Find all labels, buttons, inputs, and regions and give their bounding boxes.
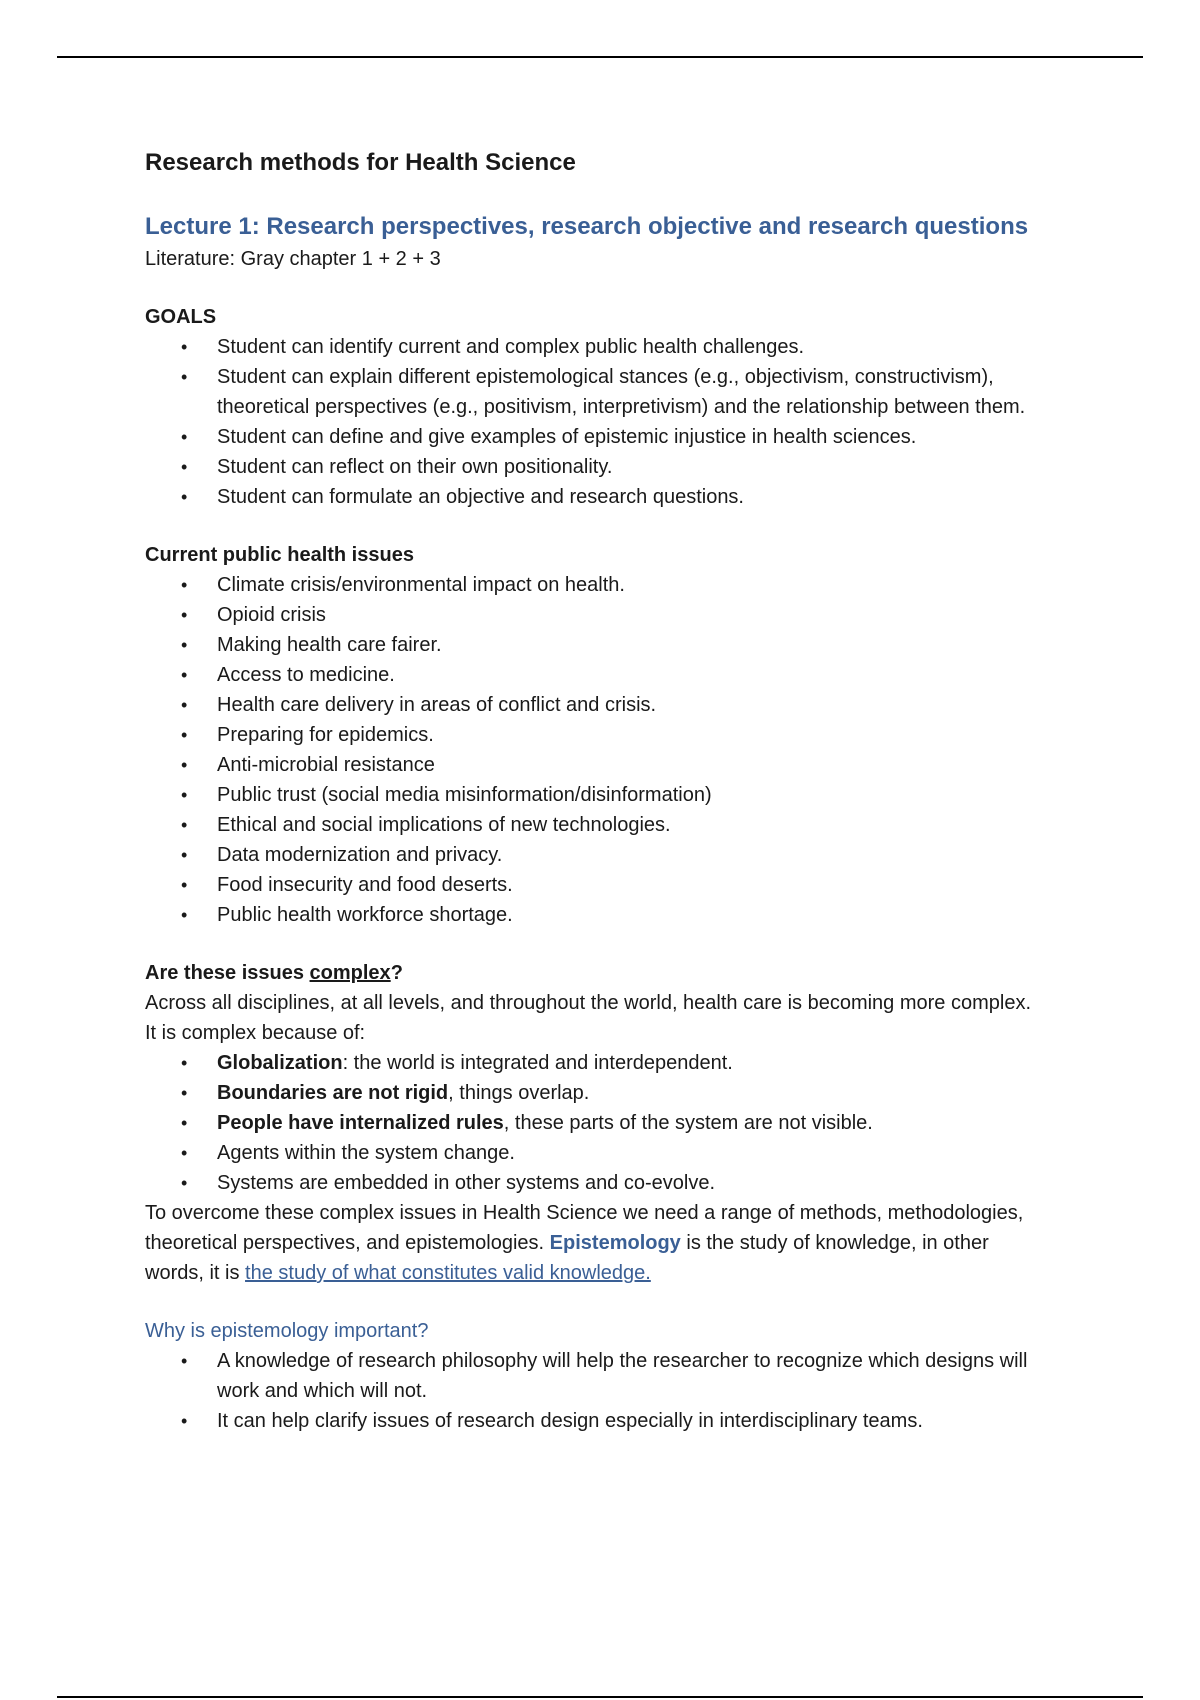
list-item: • Student can identify current and complex public health challenges. — [217, 332, 1045, 362]
importance-list — [145, 1346, 1045, 1436]
list-item: • It can help clarify issues of research design especially in interdisciplinary teams. — [217, 1406, 1045, 1436]
bullet-icon: • — [181, 695, 188, 715]
complex-closing: To overcome these complex issues in Health Science we need a range of methods, methodologies, theoretical perspectives, and epistemologies. Epistemology is the study of knowledge, in other words, it is the study of what constitutes valid knowledge. — [145, 1202, 1024, 1284]
bullet-icon: • — [181, 1173, 188, 1193]
bullet-icon: • — [181, 337, 188, 357]
list-item: • Student can define and give examples of epistemic injustice in health sciences. — [217, 422, 1045, 452]
bullet-icon: • — [181, 845, 188, 865]
list-item: • Ethical and social implications of new technologies. — [217, 810, 1045, 840]
list-item: • Student can explain different epistemological stances (e.g., objectivism, constructivism), theoretical perspectives (e.g., positivism, interpretivism) and the relationship between them. — [217, 362, 1045, 422]
list-item: • Public trust (social media misinformation/disinformation) — [217, 780, 1045, 810]
list-item: • People have internalized rules, these parts of the system are not visible. — [217, 1108, 1045, 1138]
list-item: • Making health care fairer. — [217, 630, 1045, 660]
list-item: • Health care delivery in areas of conflict and crisis. — [217, 690, 1045, 720]
complex-heading: Are these issues complex? — [145, 962, 403, 984]
list-item: • Anti-microbial resistance — [217, 750, 1045, 780]
bullet-icon: • — [181, 367, 188, 387]
list-item: • Data modernization and privacy. — [217, 840, 1045, 870]
document-page — [145, 140, 1045, 1436]
list-item: • Globalization: the world is integrated and interdependent. — [217, 1048, 1045, 1078]
literature-reference: Literature: Gray chapter 1 + 2 + 3 — [145, 248, 441, 270]
list-item: • Opioid crisis — [217, 600, 1045, 630]
list-item: • Agents within the system change. — [217, 1138, 1045, 1168]
bullet-icon: • — [181, 1113, 188, 1133]
bullet-icon: • — [181, 487, 188, 507]
bullet-icon: • — [181, 875, 188, 895]
bullet-icon: • — [181, 905, 188, 925]
bullet-icon: • — [181, 665, 188, 685]
top-rule — [57, 56, 1143, 58]
bullet-icon: • — [181, 1351, 188, 1371]
issues-list — [145, 570, 1045, 930]
lecture-title: Lecture 1: Research perspectives, research objective and research questions — [145, 213, 1029, 240]
list-item: • Systems are embedded in other systems and co-evolve. — [217, 1168, 1045, 1198]
bullet-icon: • — [181, 755, 188, 775]
list-item: • Climate crisis/environmental impact on health. — [217, 570, 1045, 600]
bullet-icon: • — [181, 1083, 188, 1103]
list-item: • Preparing for epidemics. — [217, 720, 1045, 750]
bullet-icon: • — [181, 575, 188, 595]
complex-intro: Across all disciplines, at all levels, and throughout the world, health care is becoming more complex. It is complex because of: — [145, 992, 1031, 1044]
bullet-icon: • — [181, 785, 188, 805]
bullet-icon: • — [181, 1143, 188, 1163]
list-item: • Food insecurity and food deserts. — [217, 870, 1045, 900]
bullet-icon: • — [181, 605, 188, 625]
issues-heading: Current public health issues — [145, 544, 414, 566]
list-item: • Public health workforce shortage. — [217, 900, 1045, 930]
bullet-icon: • — [181, 457, 188, 477]
bottom-rule — [57, 1696, 1143, 1698]
importance-heading: Why is epistemology important? — [145, 1320, 429, 1342]
list-item: • Access to medicine. — [217, 660, 1045, 690]
goals-heading: GOALS — [145, 306, 217, 328]
bullet-icon: • — [181, 635, 188, 655]
list-item: • A knowledge of research philosophy will help the researcher to recognize which designs will work and which will not. — [217, 1346, 1045, 1406]
goals-list — [145, 332, 1045, 512]
list-item: • Student can reflect on their own positionality. — [217, 452, 1045, 482]
bullet-icon: • — [181, 427, 188, 447]
bullet-icon: • — [181, 725, 188, 745]
bullet-icon: • — [181, 1053, 188, 1073]
bullet-icon: • — [181, 1411, 188, 1431]
list-item: • Boundaries are not rigid, things overlap. — [217, 1078, 1045, 1108]
document-title: Research methods for Health Science — [145, 149, 576, 176]
knowledge-link[interactable]: the study of what constitutes valid knowledge. — [245, 1262, 651, 1284]
complex-list — [145, 1048, 1045, 1198]
bullet-icon: • — [181, 815, 188, 835]
list-item: • Student can formulate an objective and research questions. — [217, 482, 1045, 512]
epistemology-term: Epistemology — [549, 1232, 681, 1254]
